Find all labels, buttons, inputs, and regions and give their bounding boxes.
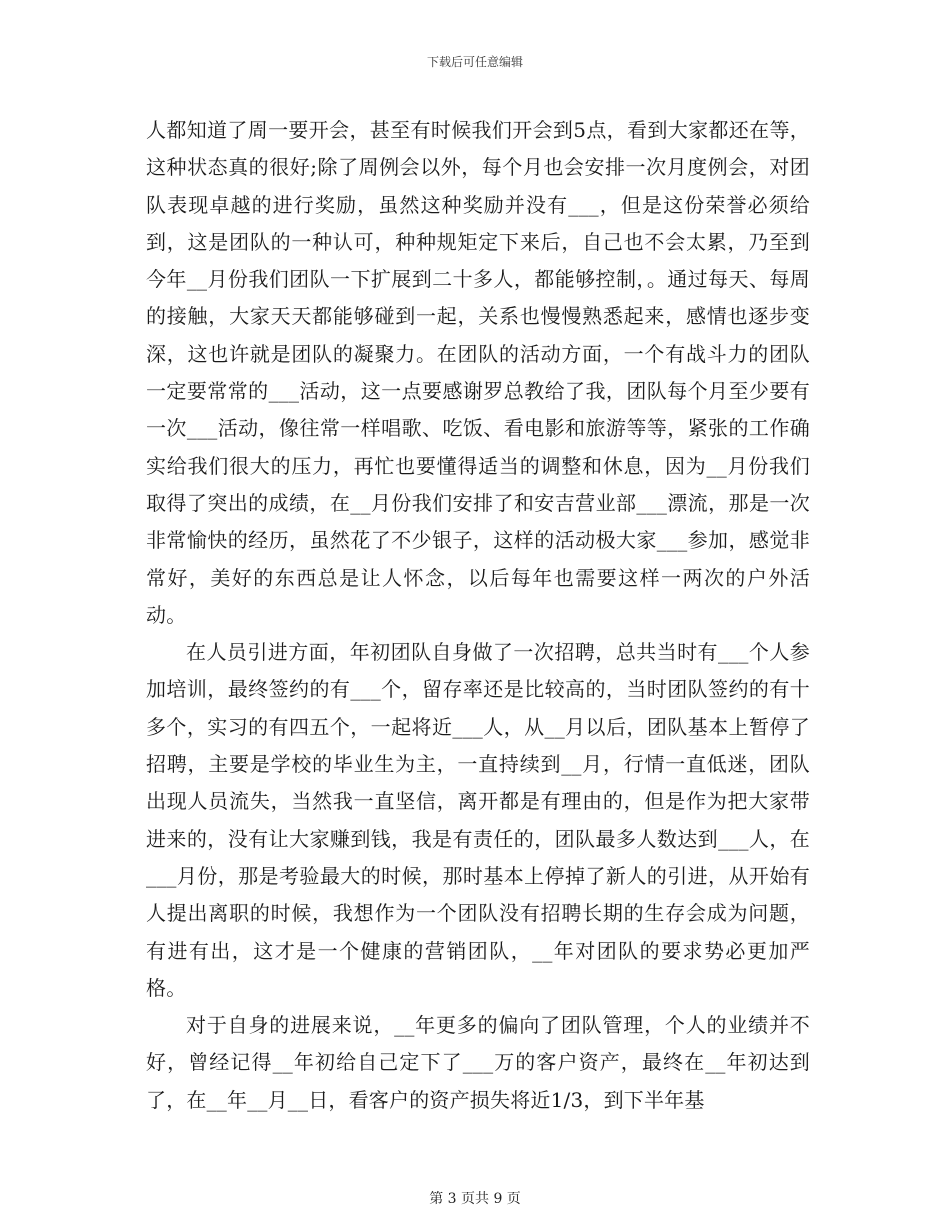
paragraph-continuation: 人都知道了周一要开会，甚至有时候我们开会到5点，看到大家都还在等，这种状态真的很好;除了周例会以外，每个月也会安排一次月度例会，对团队表现卓越的进行奖励，虽然这种奖励并没有___，但是这份荣誉必须给到，这是团队的一种认可，种种规矩定下来后，自己也不会太累，乃至到今年__月份我们团队一下扩展到二十多人，都能够控制，。通过每天、每周的接触，大家天天都能够碰到一起，关系也慢慢熟悉起来，感情也逐步变深，这也许就是团队的凝聚力。在团队的活动方面，一个有战斗力的团队一定要常常的___活动，这一点要感谢罗总教给了我，团队每个月至少要有一次___活动，像往常一样唱歌、吃饭、看电影和旅游等等，紧张的工作确实给我们很大的压力，再忙也要懂得适当的调整和休息，因为__月份我们取得了突出的成绩，在__月份我们安排了和安吉营业部___漂流，那是一次非常愉快的经历，虽然花了不少银子，这样的活动极大家___参加，感觉非常好，美好的东西总是让人怀念，以后每年也需要这样一两次的户外活动。 xyxy=(146,118,810,627)
paragraph-personal-progress: 对于自身的进展来说，__年更多的偏向了团队管理，个人的业绩并不好，曾经记得__年初给自己定下了___万的客户资产，最终在__年初达到了，在__年__月__日，看客户的资产损失将近1/3，到下半年基 xyxy=(146,1013,810,1112)
page-number-footer: 第 3 页共 9 页 xyxy=(429,1191,521,1207)
document-body xyxy=(146,112,810,1119)
paragraph-recruitment: 在人员引进方面，年初团队自身做了一次招聘，总共当时有___个人参加培训，最终签约的有___个，留存率还是比较高的，当时团队签约的有十多个，实习的有四五个，一起将近___人，从__月以后，团队基本上暂停了招聘，主要是学校的毕业生为主，一直持续到__月，行情一直低迷，团队出现人员流失，当然我一直坚信，离开都是有理由的，但是作为把大家带进来的，没有让大家赚到钱，我是有责任的，团队最多人数达到___人，在___月份，那是考验最大的时候，那时基本上停掉了新人的引进，从开始有人提出离职的时候，我想作为一个团队没有招聘长期的生存会成为问题，有进有出，这才是一个健康的营销团队，__年对团队的要求势必更加严格。 xyxy=(146,640,810,1000)
page-header: 下载后可任意编辑 xyxy=(426,55,523,69)
